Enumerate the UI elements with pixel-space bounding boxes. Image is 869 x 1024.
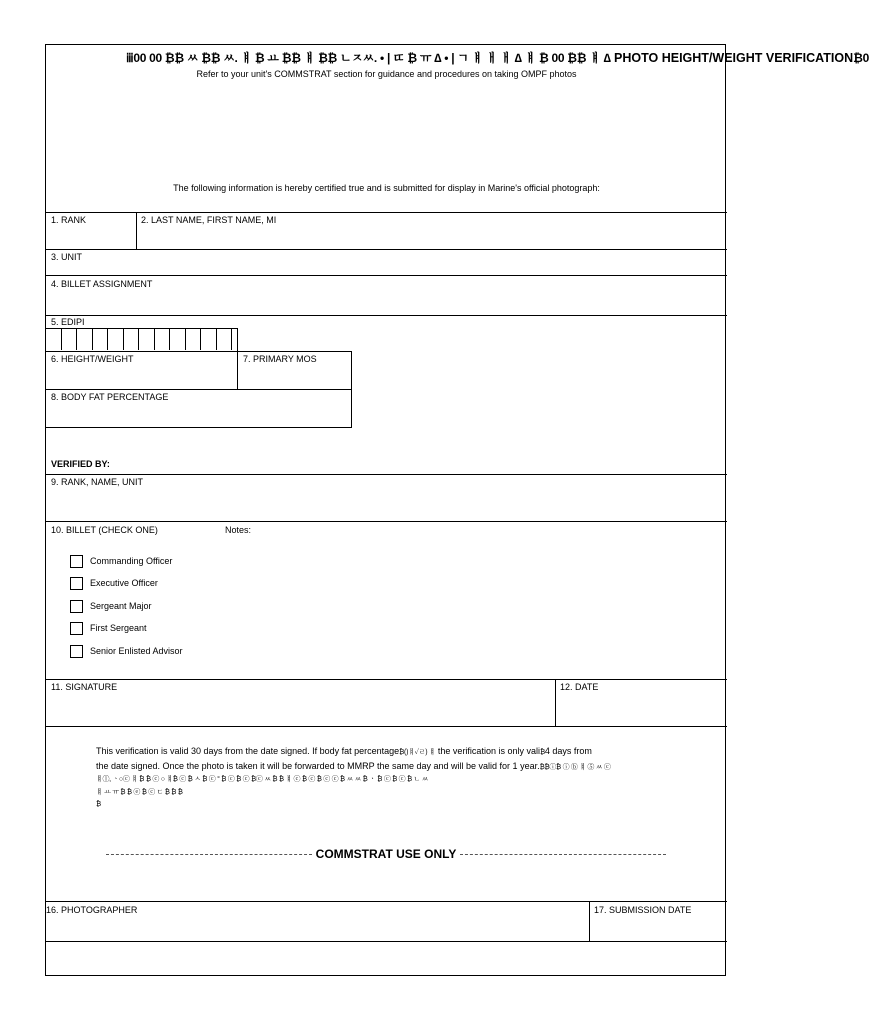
first-sergeant-checkbox[interactable] <box>70 622 83 635</box>
date-label: 12. DATE <box>560 682 599 692</box>
edipi-digit-box[interactable] <box>108 328 124 350</box>
notice-text: the date signed. Once the photo is taken it will be forwarded to MMRP the same day and will be valid for 1 year. <box>96 760 540 771</box>
notice-garbled-line: ㅒ ㅛ ㅠ ₿ ₿ ⓔ ₿ ⓒ ㄷ ₿ ₿ ₿ <box>96 788 183 796</box>
senior-enlisted-advisor-label: Senior Enlisted Advisor <box>90 646 183 656</box>
form-title <box>126 49 869 66</box>
submission-date-label: 17. SUBMISSION DATE <box>594 905 692 915</box>
billet-check-label: 10. BILLET (CHECK ONE) <box>51 525 158 535</box>
photo-verification-form <box>45 44 869 976</box>
notice-garbled-text: ₿()ㅒ✓ㄹ) ㅒ <box>399 749 436 756</box>
divider <box>46 474 727 475</box>
edipi-digit-box[interactable] <box>186 328 202 350</box>
verified-by-heading: VERIFIED BY: <box>51 459 110 469</box>
edipi-digit-boxes[interactable] <box>46 328 232 351</box>
commstrat-section-header <box>106 847 666 861</box>
edipi-digit-box[interactable] <box>62 328 78 350</box>
dashed-rule <box>460 854 666 855</box>
notice-garbled-line: ㅒⓛ, ㆍ○ⓒ ㅒ ₿ ₿ ⓒ ○ ㅒ₿ ⓒ ₿ ㅅ ₿ ⓒ ° ₿ ⓒ ₿ ⓒ ₿ⓒ ㅆ ₿ ₿ ㅒ ⓒ ₿ ⓒ ₿ ⓒ ⓒ ₿ ㅆ ㅆ ₿ ㆍ ₿ ⓒ ₿ ⓒ ₿ ㄴ ㅆ <box>96 776 429 783</box>
photographer-label: 16. PHOTOGRAPHER <box>46 905 138 915</box>
notice-garbled-text: ₿ <box>539 749 545 756</box>
edipi-digit-box[interactable] <box>217 328 233 350</box>
divider <box>46 726 727 727</box>
sergeant-major-checkbox[interactable] <box>70 600 83 613</box>
certification-statement: The following information is hereby certified true and is submitted for display in Marine's official photograph: <box>173 183 600 193</box>
divider <box>46 389 352 390</box>
divider <box>46 351 352 352</box>
unit-label: 3. UNIT <box>51 252 83 262</box>
sergeant-major-label: Sergeant Major <box>90 601 152 611</box>
notice-garbled-line: ₿ <box>96 801 101 808</box>
title-main: PHOTO HEIGHT/WEIGHT VERIFICATION <box>614 51 854 65</box>
notes-label: Notes: <box>225 525 252 535</box>
divider <box>555 679 556 726</box>
height-weight-label: 6. HEIGHT/WEIGHT <box>51 354 134 364</box>
commanding-officer-label: Commanding Officer <box>90 556 173 566</box>
billet-assignment-label: 4. BILLET ASSIGNMENT <box>51 279 153 289</box>
divider <box>46 315 727 316</box>
subtitle: Refer to your unit's COMMSTRAT section for guidance and procedures on taking OMPF photos <box>196 69 577 79</box>
edipi-digit-box[interactable] <box>124 328 140 350</box>
title-garbled-suffix: ₿0 <box>853 51 869 65</box>
divider <box>46 941 727 942</box>
edipi-digit-box[interactable] <box>93 328 109 350</box>
divider <box>46 212 727 213</box>
divider <box>237 328 238 389</box>
edipi-digit-box[interactable] <box>170 328 186 350</box>
verifier-label: 9. RANK, NAME, UNIT <box>51 477 144 487</box>
notice-text: This verification is valid 30 days from the date signed. If body fat percentage <box>96 746 400 756</box>
notice-garbled-text: ₿₿ⓘ₿ ⓘ ⓑ ㅒ ⑤ ㅆ ⓒ <box>539 763 611 771</box>
edipi-digit-box[interactable] <box>77 328 93 350</box>
notice-text: 4 days from <box>544 746 592 756</box>
senior-enlisted-advisor-checkbox[interactable] <box>70 645 83 658</box>
executive-officer-checkbox[interactable] <box>70 577 83 590</box>
divider <box>136 212 137 249</box>
edipi-digit-box[interactable] <box>46 328 62 350</box>
primary-mos-label: 7. PRIMARY MOS <box>243 354 317 364</box>
edipi-digit-box[interactable] <box>201 328 217 350</box>
divider <box>46 427 352 428</box>
body-fat-label: 8. BODY FAT PERCENTAGE <box>51 392 169 402</box>
name-label: 2. LAST NAME, FIRST NAME, MI <box>141 215 277 225</box>
first-sergeant-label: First Sergeant <box>90 623 147 633</box>
edipi-label: 5. EDIPI <box>51 317 85 327</box>
notice-line-2 <box>96 760 686 775</box>
divider <box>46 275 727 276</box>
edipi-digit-box[interactable] <box>139 328 155 350</box>
executive-officer-label: Executive Officer <box>90 578 158 588</box>
divider <box>46 679 727 680</box>
title-garbled-prefix: ⅲ00 00 ₿₿ ㅆ ₿₿ ㅆ. ㅒ ₿ ㅛ ₿₿ ㅒ ₿₿ ㄴㅈㅆ. • | ㄸ ₿ ㅠ ∆ • | ㄱ ㅒ ㅐ ㅐ ∆ ㅒ ₿ 00 ₿₿ ㅒ ∆ <box>126 51 611 65</box>
validity-notice <box>96 745 686 812</box>
rank-label: 1. RANK <box>51 215 87 225</box>
divider <box>46 249 727 250</box>
divider <box>46 901 727 902</box>
commstrat-label: COMMSTRAT USE ONLY <box>315 847 457 861</box>
edipi-digit-box[interactable] <box>155 328 171 350</box>
dashed-rule <box>106 854 312 855</box>
commanding-officer-checkbox[interactable] <box>70 555 83 568</box>
divider <box>589 901 590 941</box>
divider <box>46 521 727 522</box>
notice-text: the verification is only vali <box>437 746 540 756</box>
notice-line-1 <box>96 745 686 760</box>
signature-label: 11. SIGNATURE <box>51 682 118 692</box>
